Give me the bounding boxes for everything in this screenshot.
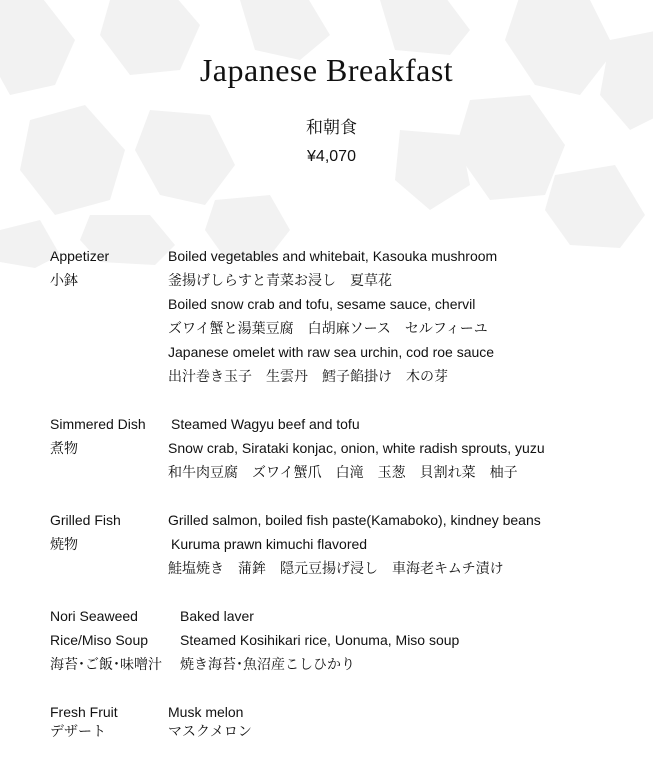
section-label-ja-nori-rice-miso: 海苔･ご飯･味噌汁 bbox=[50, 656, 162, 672]
menu-price: ¥4,070 bbox=[307, 148, 356, 165]
section-label-ja-grilled-fish: 焼物 bbox=[50, 536, 78, 552]
menu-line: Snow crab, Sirataki konjac, onion, white radish sprouts, yuzu bbox=[168, 440, 545, 456]
menu-line: マスクメロン bbox=[168, 723, 252, 739]
menu-line: 鮭塩焼き 蒲鉾 隠元豆揚げ浸し 車海老キムチ漬け bbox=[168, 560, 504, 576]
menu-line: Boiled snow crab and tofu, sesame sauce, chervil bbox=[168, 296, 476, 312]
menu-line: 釜揚げしらすと青菜お浸し 夏草花 bbox=[168, 272, 392, 288]
menu-line: Steamed Wagyu beef and tofu bbox=[171, 416, 360, 432]
section-label-en-nori-seaweed: Nori Seaweed bbox=[50, 608, 138, 624]
section-label-en-rice-miso-soup: Rice/Miso Soup bbox=[50, 632, 149, 648]
menu-line: Musk melon bbox=[168, 704, 244, 720]
menu-line: Steamed Kosihikari rice, Uonuma, Miso soup bbox=[180, 632, 460, 648]
menu-line: Japanese omelet with raw sea urchin, cod roe sauce bbox=[168, 344, 495, 360]
menu-line: Kuruma prawn kimuchi flavored bbox=[171, 536, 368, 552]
menu-line: 焼き海苔･魚沼産こしひかり bbox=[180, 656, 355, 672]
menu-line: Boiled vegetables and whitebait, Kasouka mushroom bbox=[168, 248, 498, 264]
menu-line: ズワイ蟹と湯葉豆腐 白胡麻ソース セルフィーユ bbox=[168, 320, 488, 336]
section-label-en-grilled-fish: Grilled Fish bbox=[50, 512, 121, 528]
section-label-en-simmered-dish: Simmered Dish bbox=[50, 416, 146, 432]
menu-line: Grilled salmon, boiled fish paste(Kamaboko), kindney beans bbox=[168, 512, 541, 528]
section-label-en-fresh-fruit: Fresh Fruit bbox=[50, 704, 118, 720]
menu-line: 出汁巻き玉子 生雲丹 鱈子餡掛け 木の芽 bbox=[168, 368, 448, 384]
menu-title: Japanese Breakfast bbox=[199, 52, 454, 88]
section-label-ja-simmered-dish: 煮物 bbox=[50, 440, 78, 456]
section-label-ja-dessert: デザート bbox=[50, 723, 106, 739]
section-label-ja-appetizer: 小鉢 bbox=[50, 272, 78, 288]
menu-line: Baked laver bbox=[180, 608, 254, 624]
section-label-en-appetizer: Appetizer bbox=[50, 248, 110, 264]
menu-subtitle-japanese: 和朝食 bbox=[306, 118, 357, 137]
menu-line: 和牛肉豆腐 ズワイ蟹爪 白滝 玉葱 貝割れ菜 柚子 bbox=[168, 464, 518, 480]
